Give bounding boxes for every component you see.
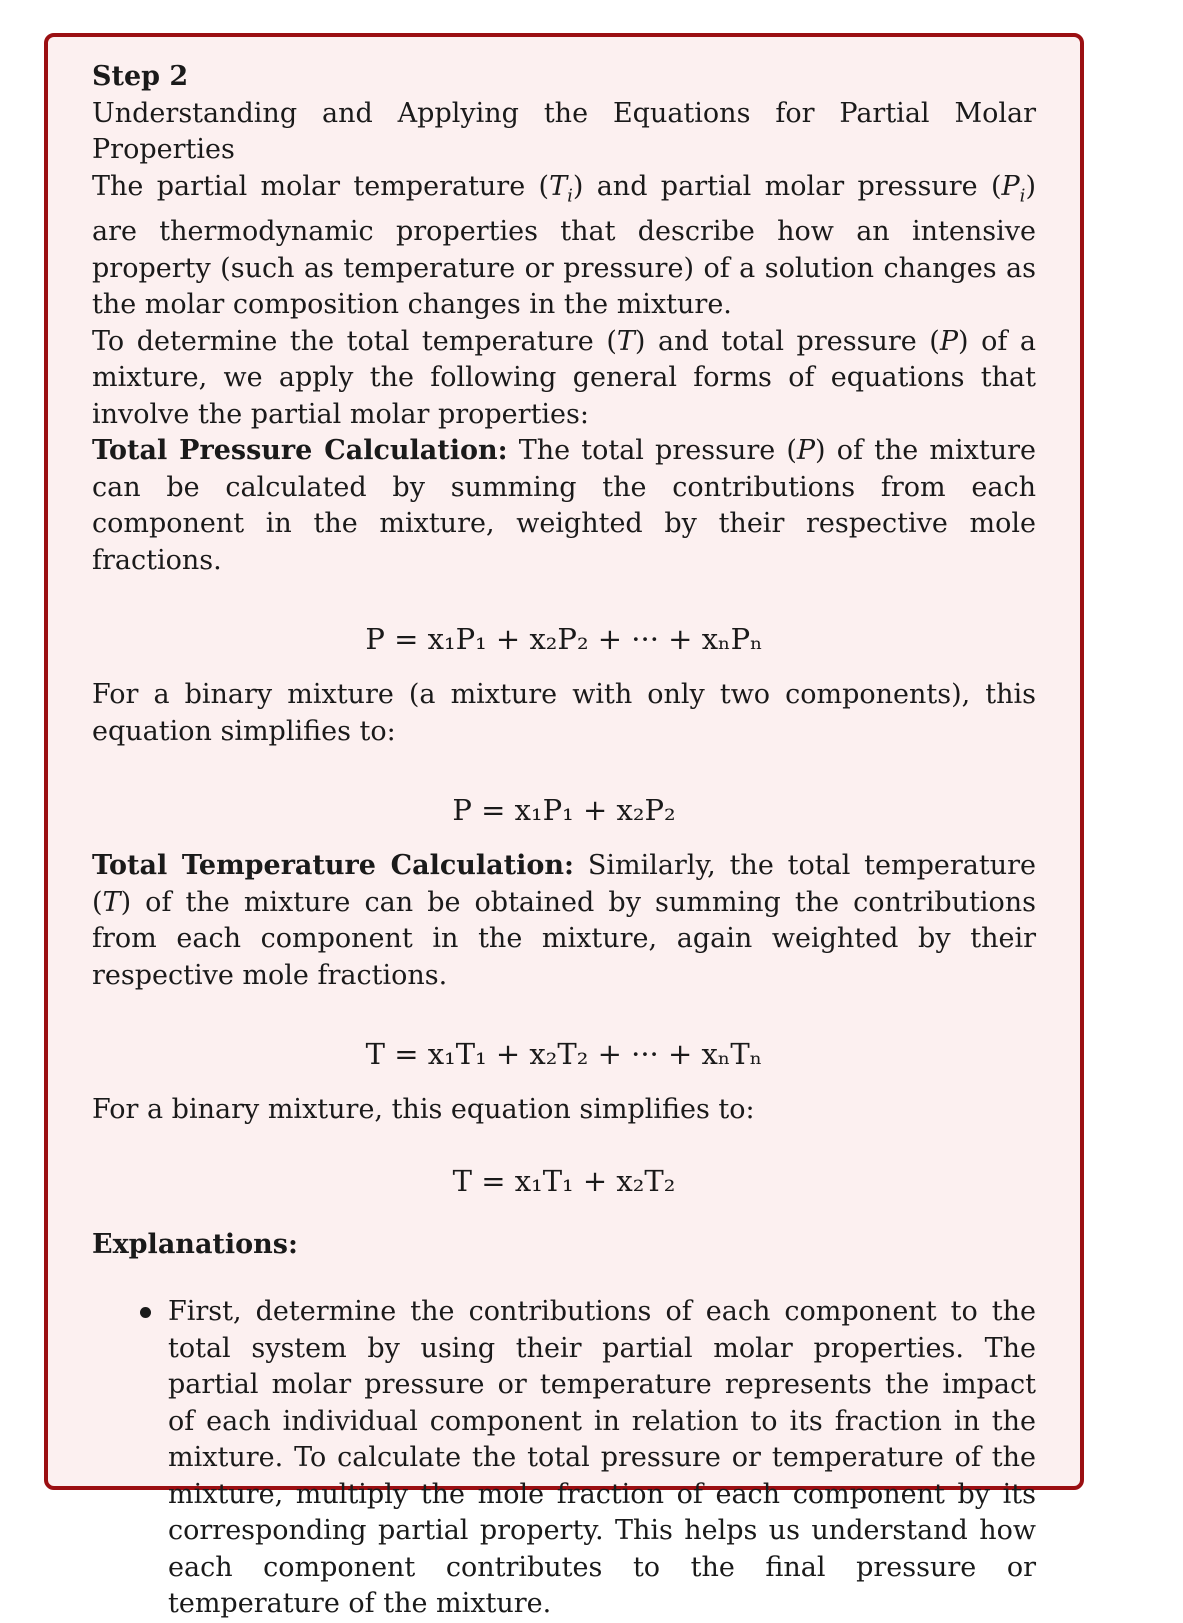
determine-paragraph: To determine the total temperature (T) and total pressure (P) of a mixture, we apply the following general forms of equations that involve the partial molar properties: xyxy=(92,325,1036,430)
pressure-binary-text: For a binary mixture (a mixture with only two components), this equation simplifies to: xyxy=(92,679,1036,747)
temperature-equation-binary: T = x₁T₁ + x₂T₂ xyxy=(452,1163,676,1198)
pressure-equation-binary: P = x₁P₁ + x₂P₂ xyxy=(452,793,676,828)
temperature-lead: Total Temperature Calculation: xyxy=(92,850,574,882)
temperature-binary-text: For a binary mixture, this equation simplifies to: xyxy=(92,1094,755,1126)
pressure-paragraph: Total Pressure Calculation: The total pressure (P) of the mixture can be calculated by summing the contributions from each component in the mixture, weighted by their respective mole fractions. xyxy=(92,435,1036,576)
solution-step-card xyxy=(44,33,1084,1620)
temperature-equation-general: T = x₁T₁ + x₂T₂ + ··· + xₙTₙ xyxy=(365,1037,763,1072)
pressure-equation-general: P = x₁P₁ + x₂P₂ + ··· + xₙPₙ xyxy=(365,622,763,657)
pressure-lead: Total Pressure Calculation: xyxy=(92,435,508,467)
bullet-icon xyxy=(140,1307,151,1318)
explanations-heading: Explanations: xyxy=(92,1228,298,1260)
explanations-list xyxy=(92,1294,1036,1623)
temperature-paragraph: Total Temperature Calculation: Similarly, the total temperature (T) of the mixture can be obtained by summing the contributions from each component in the mixture, again weighted by their respective mole fractions. xyxy=(92,850,1036,991)
list-item: First, determine the contributions of each component to the total system by using their partial molar properties. The partial molar pressure or temperature represents the impact of each individual component in relation to its fraction in the mixture. To calculate the total pressure or temperature of the mixture, multiply the mole fraction of each component by its corresponding partial property. This helps us understand how each component contributes to the final pressure or temperature of the mixture. xyxy=(168,1294,1036,1623)
step-subtitle: Understanding and Applying the Equations for Partial Molar Properties xyxy=(92,97,1036,165)
step-title: Step 2 xyxy=(92,61,189,92)
intro-paragraph: The partial molar temperature $(T_i)$ and partial molar pressure $(P_i)$ are thermodynamic properties that describe how an intensive property (such as temperature or pressure) of a solution changes as the molar composition changes in the mixture. xyxy=(92,170,1036,321)
